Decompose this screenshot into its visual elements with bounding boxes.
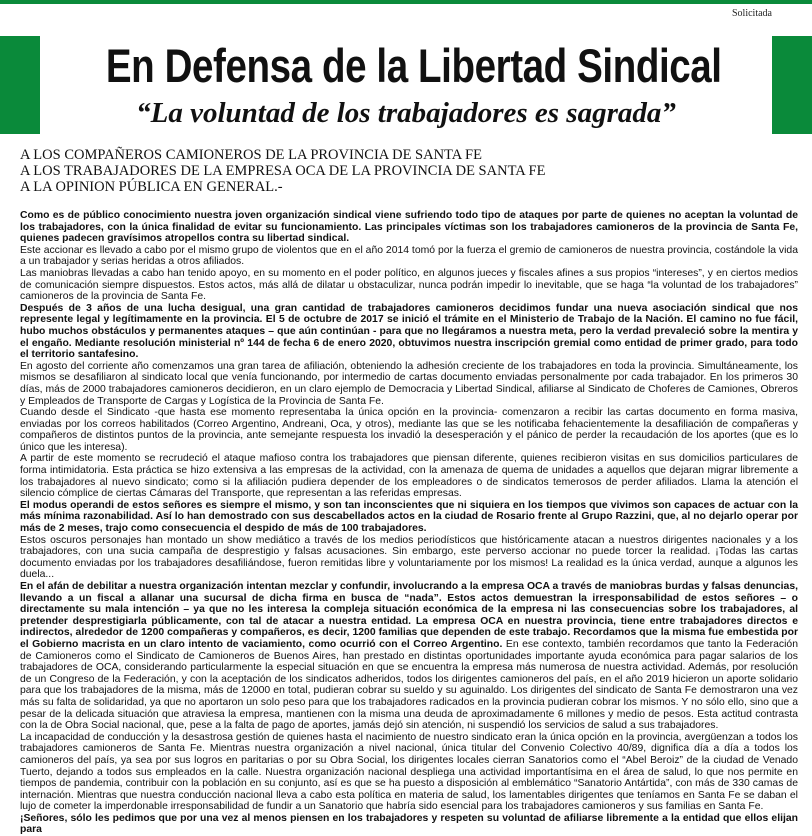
- solicitada-label: Solicitada: [732, 8, 772, 19]
- right-green-bar: [772, 36, 812, 134]
- paragraph-bold-part: En el afán de debilitar a nuestra organización intentan mezclar y confundir, involucrando a la empresa OCA a través de maniobras burdas y falsas denuncias, llevando a un fiscal a allanar una sucursal de dicha firma en busca de “nada”. Estos actos demuestran la irresponsabilidad de estos señores – o directamente su mala intención – ya que no les interesa la compleja situación económica de la empresa ni las consecuencias sobre los trabajadores, al pretender desprestigiarla públicamente, con tal de atacar a nuestra entidad. La empresa OCA en nuestra provincia, tiene entre trabajadores directos e indirectos, alrededor de 1200 compañeras y compañeros, es decir, 1200 familias que dependen de este trabajo. Recordamos que la misma fue embestida por el Gobierno macrista en un claro intento de vaciamiento, como ocurrió con el Correo Argentino.: [20, 581, 798, 650]
- paragraph: Como es de público conocimiento nuestra joven organización sindical viene sufriendo todo tipo de ataques por parte de quienes no aceptan la voluntad de los trabajadores, con la única finalidad de evitar su funcionamiento. Las principales víctimas son los trabajadores camioneros de la provincia de Santa Fe, quienes padecen gravísimos atropellos contra su libertad sindical.: [20, 210, 798, 245]
- paragraph: En agosto del corriente año comenzamos una gran tarea de afiliación, obteniendo la adhesión creciente de los trabajadores en toda la provincia. Simultáneamente, los mismos se desafiliaron al sindicato local que venía funcionando, por intermedio de cartas documento enviadas personalmente por cada trabajador. En los primeros 30 días, más de 2000 trabajadores camioneros decidieron, en un claro ejemplo de Democracia y Libertad Sindical, afiliarse al Sindicato de Choferes de Camiones, Obreros y Empleados de Transporte de Cargas y Logística de la Provincia de Santa Fe.: [20, 360, 798, 407]
- paragraph: [20, 581, 798, 732]
- paragraph: Este accionar es llevado a cabo por el mismo grupo de violentos que en el año 2014 tomó por la fuerza el gremio de camioneros de nuestra provincia, costándole la vida a un trabajador y serias heridas a otros afiliados.: [20, 244, 798, 268]
- paragraph-regular-part: En ese contexto, también recordamos que tanto la Federación de Camioneros como el Sindicato de Camioneros de Buenos Aires, han prestado en distintas oportunidades importante ayuda económica para pagar salarios de los trabajadores de OCA, considerando particularmente la especial situación en que se encuentra la empresa más numerosa de nuestra actividad. Además, por resolución de un Congreso de la Federación, y con la aceptación de los sindicatos adheridos, todos los dirigentes camioneros del país, en el año 2019 hicieron un aporte solidario para que los trabajadores de la misma, más de 12000 en total, pudieran cobrar su sueldo y su aguinaldo. Los dirigentes del sindicato de Santa Fe demostraron una vez más su falta de solidaridad, ya que no aportaron un solo peso para que los trabajadores radicados en la provincia pudieran cobrar los mismos. Y no sólo ello, sino que a pesar de la delicada situación que atraviesa la empresa, mantienen con la misma una deuda de aproximadamente 6 millones y medio de pesos. Esta actitud contrasta con la de Obra Social nacional, que, pese a la falta de pago de aportes, jamás dejó sin atención, ni suspendió los servicios de salud a sus trabajadores.: [20, 638, 798, 732]
- greeting-block: [20, 147, 792, 195]
- greeting-line: A LA OPINION PÚBLICA EN GENERAL.-: [20, 179, 283, 195]
- page-subtitle: “La voluntad de los trabajadores es sagrada”: [136, 97, 676, 129]
- paragraph: Después de 3 años de una lucha desigual, una gran cantidad de trabajadores camioneros decidimos fundar una nueva asociación sindical que nos represente legal y legítimamente en la provincia. El 5 de octubre de 2017 se inició el trámite en el Ministerio de Trabajo de la Nación. El camino no fue fácil, hubo muchos obstáculos y permanentes ataques – que aún continúan - para que no llegáramos a nuestra meta, pero la verdad prevaleció sobre la mentira y el engaño. Mediante resolución ministerial nº 144 de fecha 6 de enero 2020, obtuvimos nuestra inscripción gremial como entidad de primer grado, para todo el territorio santafesino.: [20, 302, 798, 361]
- left-green-bar: [0, 36, 40, 134]
- greeting-line: A LOS COMPAÑEROS CAMIONEROS DE LA PROVINCIA DE SANTA FE: [20, 147, 482, 163]
- paragraph: ¡Señores, sólo les pedimos que por una vez al menos piensen en los trabajadores y respeten su voluntad de afiliarse libremente a la entidad que ellos elijan para: [20, 812, 798, 836]
- paragraph: El modus operandi de estos señores es siempre el mismo, y son tan inconscientes que ni siquiera en los tiempos que vivimos son capaces de actuar con la más mínima razonabilidad. Así lo han demostrado con sus descabellados actos en la ciudad de Rosario frente al Grupo Razzini, que, al no dejarlo operar por más de 2 meses, trajo como consecuencia el despido de más de 100 trabajadores.: [20, 499, 798, 535]
- letter-body: [20, 210, 798, 836]
- paragraph: Las maniobras llevadas a cabo han tenido apoyo, en su momento en el poder político, en algunos jueces y fiscales afines a sus propios “intereses”, y en ciertos medios de comunicación siempre dispuestos. Estos actos, más allá de dilatar u obstaculizar, nunca podrán impedir lo inevitable, que se haga “la voluntad de los trabajadores” camioneros de la provincia de Santa Fe.: [20, 267, 798, 303]
- top-border: [0, 0, 812, 4]
- paragraph: A partir de este momento se recrudeció el ataque mafioso contra los trabajadores que piensan diferente, quienes recibieron visitas en sus domicilios particulares de forma intimidatoria. Esta práctica se hizo extensiva a las empresas de la actividad, con la amenaza de quema de unidades a aquellos que dejaran migrar libremente a los trabajadores al nuevo sindicato; como si la afiliación pudiera depender de los empleadores o de sindicatos temerosos de perder afiliados. Llama la atención el silencio cómplice de ciertas Cámaras del Transporte, que representan a las referidas empresas.: [20, 453, 798, 500]
- paragraph: La incapacidad de conducción y la desastrosa gestión de quienes hasta el nacimiento de nuestro sindicato eran la única opción en la provincia, avergüenzan a todos los trabajadores camioneros de Santa Fe. Mientras nuestra organización a nivel nacional, única titular del Convenio Colectivo 40/89, dignifica día a día a todos los camioneros del país, ya sea por sus logros en paritarias o por su Obra Social, los dirigentes locales cierran Sanatorios como el “Abel Beroiz” de la ciudad de Venado Tuerto, dejando a todos sus empleados en la calle. Nuestra organización nacional despliega una actividad importantísima en el área de salud, lo que nos permite en tiempos de pandemia, contribuir con la población en su conjunto, así es que se ha puesto a disposición al emblemático “Sanatorio Antártida”, con más de 330 camas de internación. Mientras que nuestra conducción nacional lleva a cabo esta política en materia de salud, los lamentables dirigentes que teníamos en Santa Fe se daban el lujo de cometer la imperdonable irresponsabilidad de fundir a un Sanatorio que habría sido esencial para los trabajadores camioneros y sus familias en Santa Fe.: [20, 731, 798, 813]
- page-title: En Defensa de la Libertad Sindical: [105, 39, 722, 92]
- greeting-line: A LOS TRABAJADORES DE LA EMPRESA OCA DE LA PROVINCIA DE SANTA FE: [20, 163, 546, 179]
- paragraph: Estos oscuros personajes han montado un show mediático a través de los medios periodísticos que históricamente atacan a nuestros dirigentes nacionales y a los trabajadores, con una sucia campaña de desprestigio y falsas acusaciones. Sin embargo, este perverso accionar no puede torcer la realidad. ¡Todas las cartas documento enviadas por los trabajadores desafiliándose, fueron remitidas libre y voluntariamente por los mismos! La realidad es la única verdad, aunque a algunos les duela...: [20, 534, 798, 581]
- paragraph: Cuando desde el Sindicato -que hasta ese momento representaba la única opción en la provincia- comenzaron a recibir las cartas documento en forma masiva, enviadas por los correos habilitados (Correo Argentino, Andreani, Oca, y otros), mediante las que se les notificaba fehacientemente la desafiliación de compañeras y compañeros de distintos puntos de la provincia, ante semejante respuesta los invadió la desesperación y el pánico de perder la recaudación de los aportes (que es lo único que les interesa).: [20, 407, 798, 453]
